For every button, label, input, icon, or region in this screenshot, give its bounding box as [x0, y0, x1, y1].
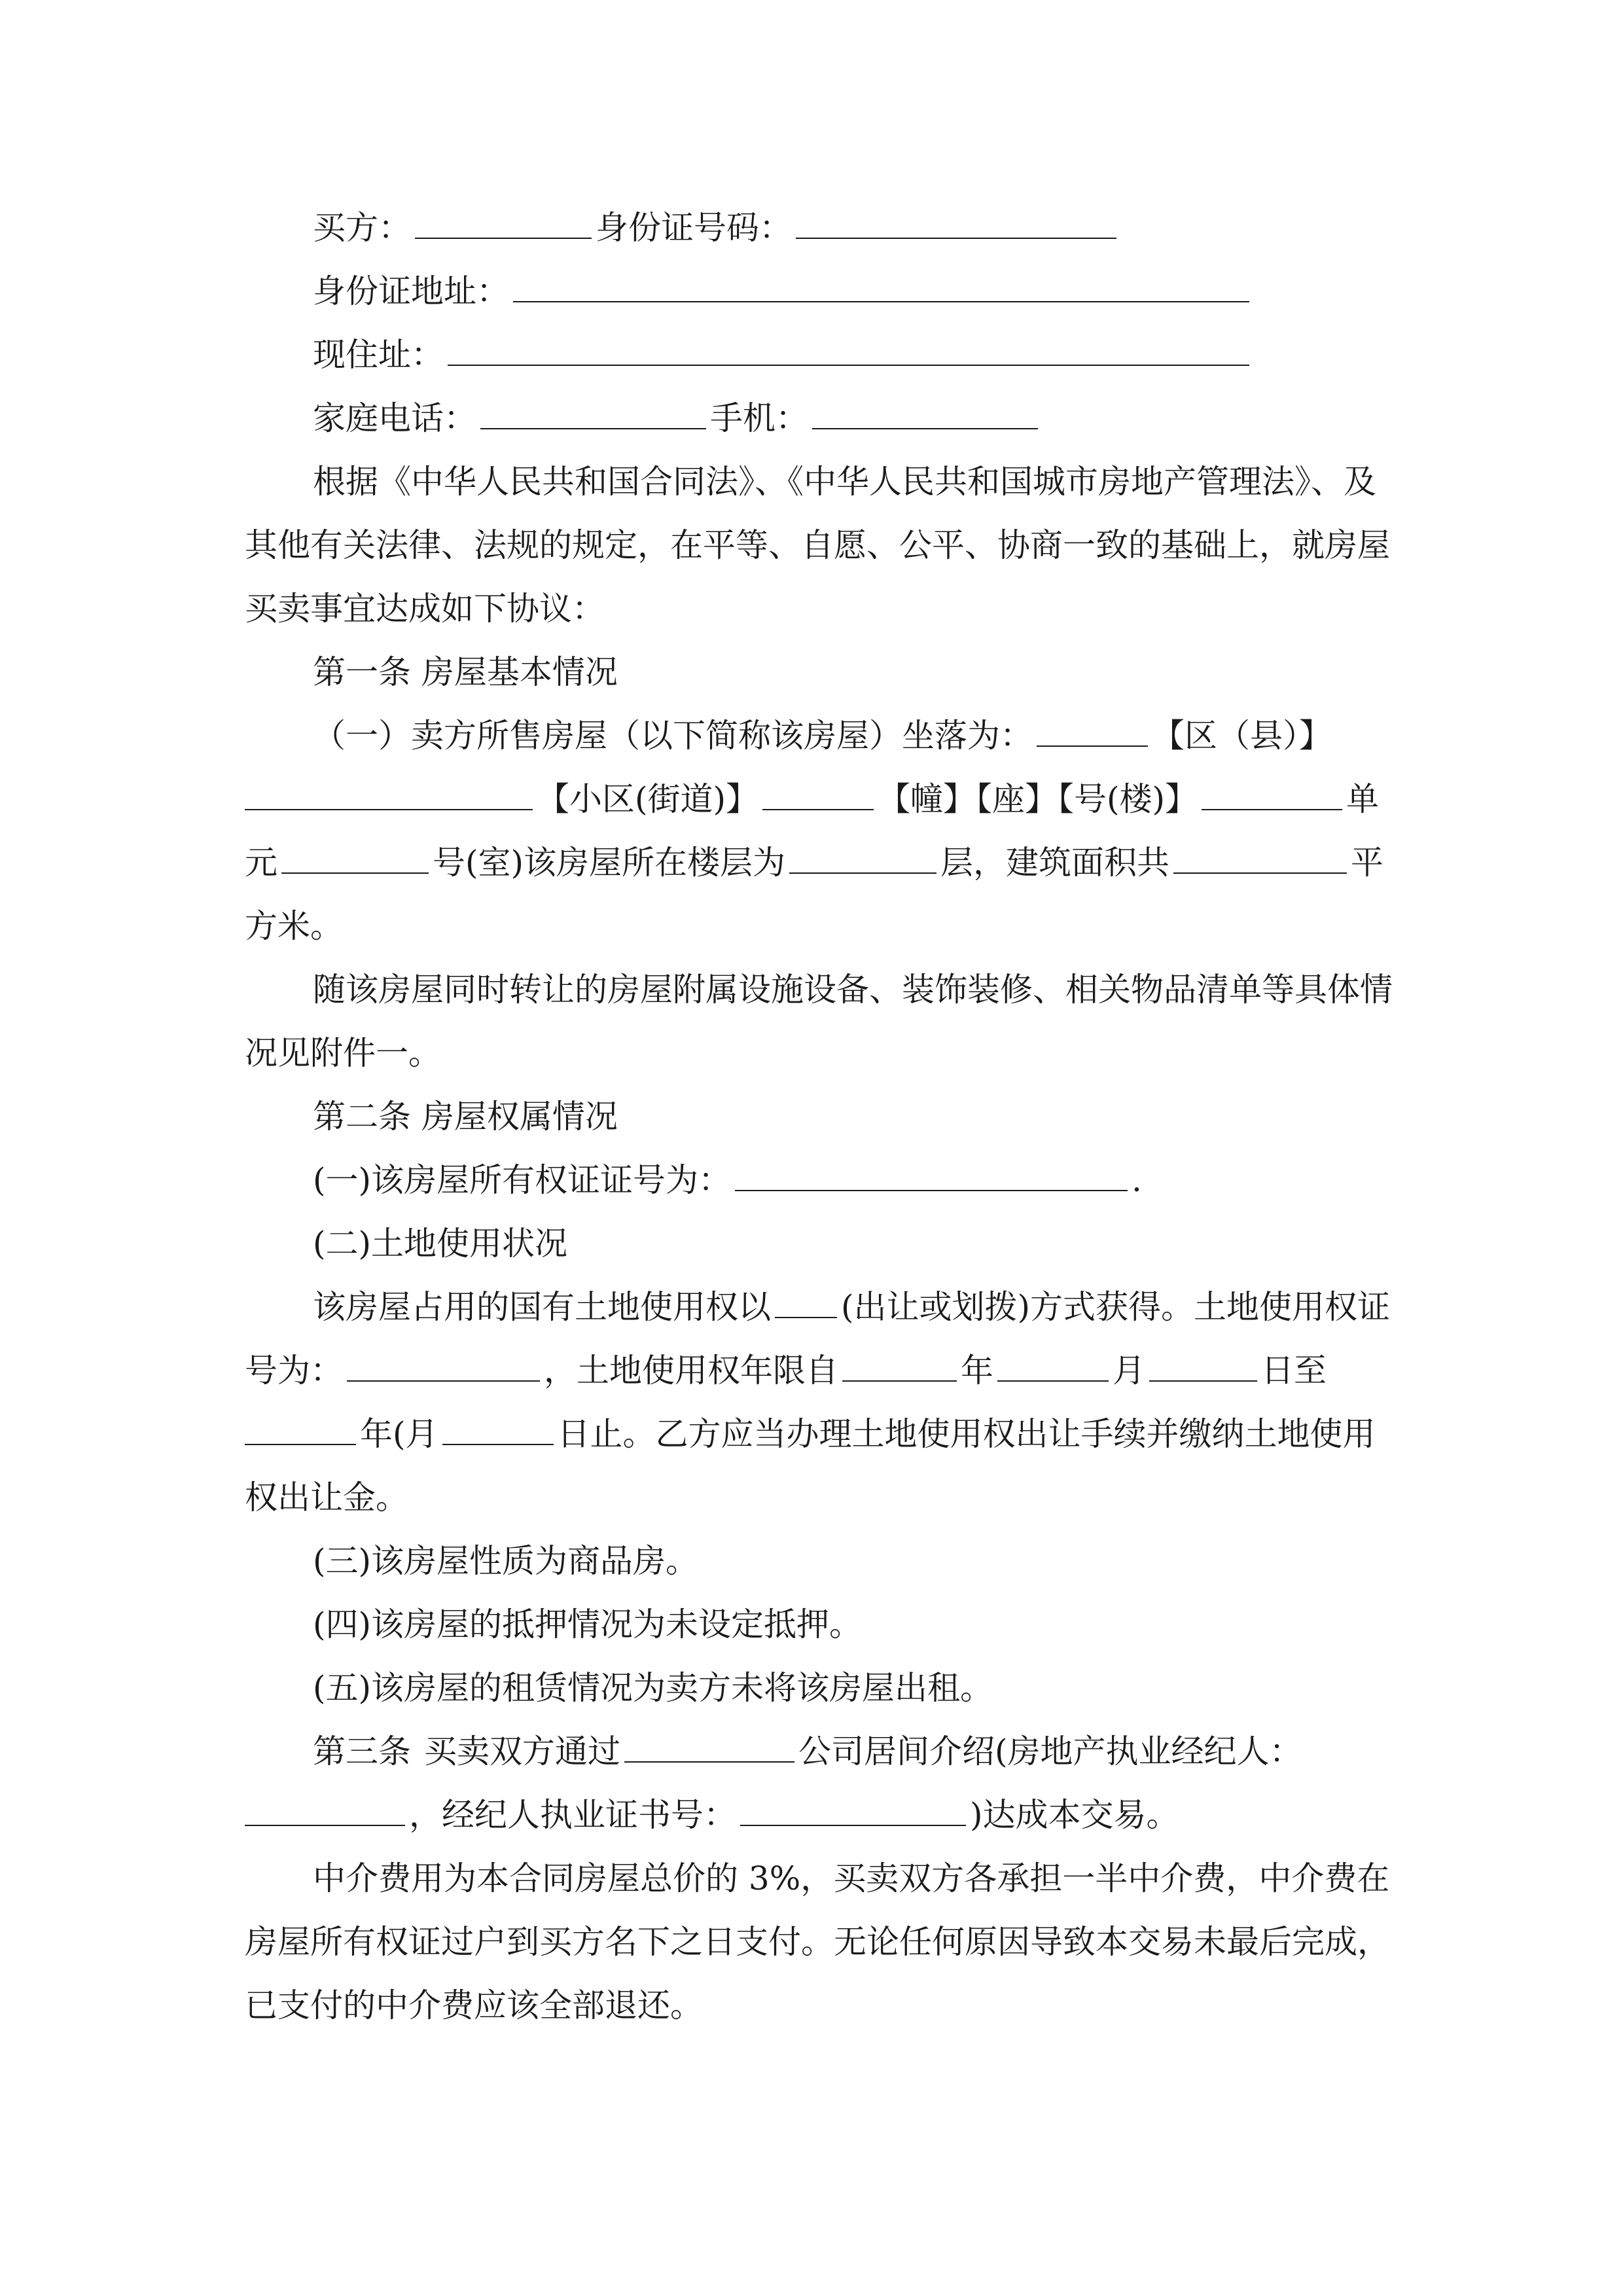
- buyer-id-blank: [796, 197, 1116, 239]
- land-year-label: 年: [961, 1352, 993, 1390]
- attachment-line-1: 随该房屋同时转让的房屋附属设施设备、装饰装修、相关物品清单等具体情: [313, 971, 1393, 1009]
- room-label: 号(室)该房屋所在楼层为: [433, 844, 786, 882]
- article2-item2: (二)土地使用状况: [313, 1225, 568, 1263]
- land-day-to-label: 日至: [1261, 1352, 1327, 1390]
- land-month-blank: [997, 1340, 1109, 1382]
- article3-line-2: [245, 1784, 1383, 1847]
- area-blank: [1173, 832, 1347, 874]
- article1-item1-line2: [245, 768, 1383, 831]
- article1-item1-line3: [245, 831, 1383, 895]
- article3-text-a: 买卖双方通过: [424, 1732, 620, 1770]
- article3-text-d: )达成本交易。: [970, 1796, 1179, 1834]
- unit-label-b: 元: [245, 844, 277, 882]
- id-address-blank: [513, 260, 1249, 302]
- id-address-label: 身份证地址：: [313, 272, 509, 310]
- land-text-d: ，土地使用权年限自: [544, 1352, 838, 1390]
- article3-title: 第三条: [313, 1732, 411, 1770]
- ownership-cert-end: .: [1132, 1161, 1142, 1199]
- article1-item1-line1: [245, 704, 1383, 768]
- article3-text-c: ，经纪人执业证书号：: [409, 1796, 736, 1834]
- article1-title: 第一条 房屋基本情况: [313, 653, 618, 691]
- buyer-line: [245, 196, 1383, 260]
- buyer-id-label: 身份证号码：: [596, 209, 792, 247]
- home-phone-label: 家庭电话：: [313, 399, 476, 437]
- land-end-day-blank: [442, 1403, 554, 1445]
- ownership-cert-blank: [735, 1149, 1128, 1191]
- fee-line-2: 房屋所有权证过户到买方名下之日支付。无论任何原因导致本交易未最后完成，: [245, 1923, 1390, 1961]
- land-text-c: 号为：: [245, 1352, 343, 1390]
- item1-location-text: （一）卖方所售房屋（以下简称该房屋）坐落为：: [313, 717, 1033, 755]
- unit-label-a: 单: [1346, 780, 1380, 818]
- buyer-current-address-line: [245, 323, 1383, 387]
- area-label-a: 平: [1351, 844, 1384, 882]
- land-cert-blank: [347, 1340, 540, 1382]
- land-line-2: [245, 1339, 1383, 1403]
- agent-name-blank: [245, 1784, 405, 1826]
- buyer-phone-line: [245, 387, 1383, 450]
- land-text-a: 该房屋占用的国有土地使用权以: [313, 1288, 771, 1326]
- unit-blank: [281, 832, 429, 874]
- land-end-text: 日止。乙方应当办理土地使用权出让手续并缴纳土地使用: [557, 1415, 1376, 1453]
- land-line-1: [245, 1276, 1391, 1339]
- district-blank: [1037, 705, 1148, 747]
- building-blank: [1202, 768, 1342, 810]
- article3-line-1: [245, 1720, 1383, 1784]
- article2-item5: (五)该房屋的租赁情况为卖方未将该房屋出租。: [313, 1669, 993, 1707]
- article2-item1: [245, 1149, 1383, 1212]
- contract-page: [245, 196, 1393, 2037]
- article3-text-b: 公司居间介绍(房地产执业经纪人：: [798, 1732, 1302, 1770]
- community-blank: [762, 768, 874, 810]
- land-method-blank: [775, 1276, 837, 1318]
- home-phone-blank: [480, 387, 706, 429]
- intro-line-2: 其他有关法律、法规的规定，在平等、自愿、公平、协商一致的基础上，就房屋: [245, 526, 1390, 564]
- current-address-label: 现住址：: [313, 336, 444, 374]
- agency-blank: [624, 1721, 794, 1763]
- agent-cert-blank: [740, 1784, 966, 1826]
- land-text-b: (出让或划拨)方式获得。土地使用权证: [841, 1288, 1391, 1326]
- attachment-line-2: 况见附件一。: [245, 1034, 441, 1072]
- intro-line-1: 根据《中华人民共和国合同法》、《中华人民共和国城市房地产管理法》、及: [313, 463, 1376, 501]
- land-month-label: 月: [1113, 1352, 1145, 1390]
- intro-line-3: 买卖事宜达成如下协议：: [245, 590, 605, 628]
- buyer-id-address-line: [245, 260, 1383, 323]
- mobile-label: 手机：: [710, 399, 808, 437]
- community-label: 【小区(街道)】: [537, 780, 759, 818]
- article2-title: 第二条 房屋权属情况: [313, 1098, 618, 1136]
- street-blank: [245, 768, 533, 810]
- buyer-label: 买方：: [313, 209, 411, 247]
- building-label: 【幢】【座】【号(楼)】: [878, 780, 1198, 818]
- article1-item1-line4: 方米。: [245, 907, 343, 945]
- land-line-4: 权出让金。: [245, 1479, 408, 1516]
- fee-line-3: 已支付的中介费应该全部退还。: [245, 1986, 703, 2024]
- buyer-name-blank: [415, 197, 592, 239]
- district-label: 【区（县）】: [1152, 717, 1332, 755]
- floor-label: 层，建筑面积共: [940, 844, 1170, 882]
- article2-item4: (四)该房屋的抵押情况为未设定抵押。: [313, 1605, 863, 1643]
- current-address-blank: [448, 324, 1249, 366]
- land-year-blank: [842, 1340, 957, 1382]
- land-line-3: [245, 1403, 1383, 1466]
- land-year2-label: 年(月: [360, 1415, 438, 1453]
- ownership-cert-label: (一)该房屋所有权证证号为：: [313, 1161, 732, 1199]
- floor-blank: [789, 832, 936, 874]
- fee-line-1: 中介费用为本合同房屋总价的 3%，买卖双方各承担一半中介费，中介费在: [313, 1859, 1390, 1897]
- land-day-blank: [1149, 1340, 1257, 1382]
- article2-item3: (三)该房屋性质为商品房。: [313, 1542, 699, 1580]
- mobile-blank: [812, 387, 1038, 429]
- land-end-year-blank: [245, 1403, 356, 1445]
